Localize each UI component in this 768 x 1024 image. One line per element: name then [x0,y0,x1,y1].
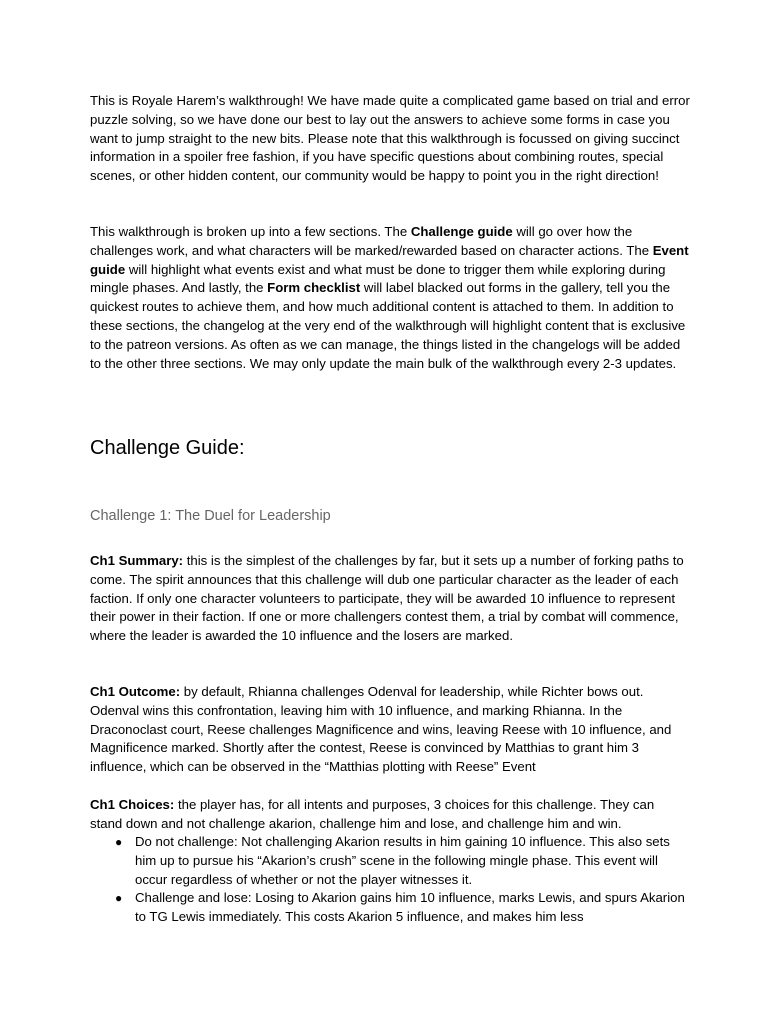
overview-text-3: will highlight what events exist and what must be done to trigger them while exploring during mingle phases. And lastly, the [90,261,666,296]
bullet-icon: ● [115,891,123,906]
ch1-choices-list [90,833,690,927]
ch1-summary-text: this is the simplest of the challenges by far, but it sets up a number of forking paths to come. The spirit announces that this challenge will dub one particular character as the leader of each faction. If only one character volunteers to participate, they will be awarded 10 influence to represent their power in their faction. If one or more challengers contest them, a trial by combat will commence, where the leader is awarded the 10 influence and the losers are marked. [90,553,684,644]
event-guide-term: Event guide [90,242,689,277]
intro-paragraph: This is Royale Harem’s walkthrough! We have made quite a complicated game based on trial and error puzzle solving, so we have done our best to lay out the answers to achieve some forms in case you want to jump straight to the new bits. Please note that this walkthrough is focussed on giving succinct information in a spoiler free fashion, if you have specific questions about combining routes, special scenes, or other hidden content, our community would be happy to point you in the right direction! [90,93,690,184]
overview-text-1: This walkthrough is broken up into a few sections. The [90,224,411,239]
overview-text-4: will label blacked out forms in the gallery, tell you the quickest routes to achieve them, and how much additional content is attached to them. In addition to these sections, the changelog at the very end of the walkthrough will highlight content that is exclusive to the patreon versions. As often as we can manage, the things listed in the changelogs will be added to the other three sections. We may only update the main bulk of the walkthrough every 2-3 updates. [90,280,686,371]
overview-text-2: will go over how the challenges work, and what characters will be marked/rewarded based on character actions. The [90,224,653,258]
bullet-icon: ● [115,835,123,849]
list-item [90,889,690,927]
form-checklist-term: Form checklist [267,280,361,296]
ch1-summary-paragraph [90,552,690,646]
ch1-summary-label: Ch1 Summary: [90,553,184,568]
ch1-choices-label: Ch1 Choices: [90,797,175,812]
challenge-guide-heading: Challenge Guide: [90,437,245,459]
ch1-choices-paragraph [90,796,690,834]
challenge-guide-term: Challenge guide [410,224,513,239]
ch1-outcome-text: by default, Rhianna challenges Odenval for leadership, while Richter bows out. Odenval wins this confrontation, leaving him with 10 influence, and marking Rhianna. In the Draconoclast court, Reese challenges Magnificence and wins, leaving Reese with 10 influence, and Magnificence marked. Shortly after the contest, Reese is convinced by Matthias to grant him 3 influence, which can be observed in the “Matthias plotting with Reese” Event [90,684,672,775]
ch1-outcome-paragraph [90,683,690,777]
challenge-1-title: Challenge 1: The Duel for Leadership [90,508,331,524]
ch1-outcome-label: Ch1 Outcome: [90,684,181,699]
choice-challenge-and-lose: Challenge and lose: Losing to Akarion gains him 10 influence, marks Lewis, and spurs Akarion to TG Lewis immediately. This costs Akarion 5 influence, and makes him less [135,890,685,925]
overview-paragraph [90,223,690,373]
ch1-choices-text: the player has, for all intents and purposes, 3 choices for this challenge. They can stand down and not challenge akarion, challenge him and lose, and challenge him and win. [90,797,655,831]
choice-do-not-challenge: Do not challenge: Not challenging Akarion results in him gaining 10 influence. This also sets him up to pursue his “Akarion’s crush” scene in the following mingle phase. This event will occur regardless of whether or not the player witnesses it. [135,834,670,887]
list-item [90,833,690,889]
